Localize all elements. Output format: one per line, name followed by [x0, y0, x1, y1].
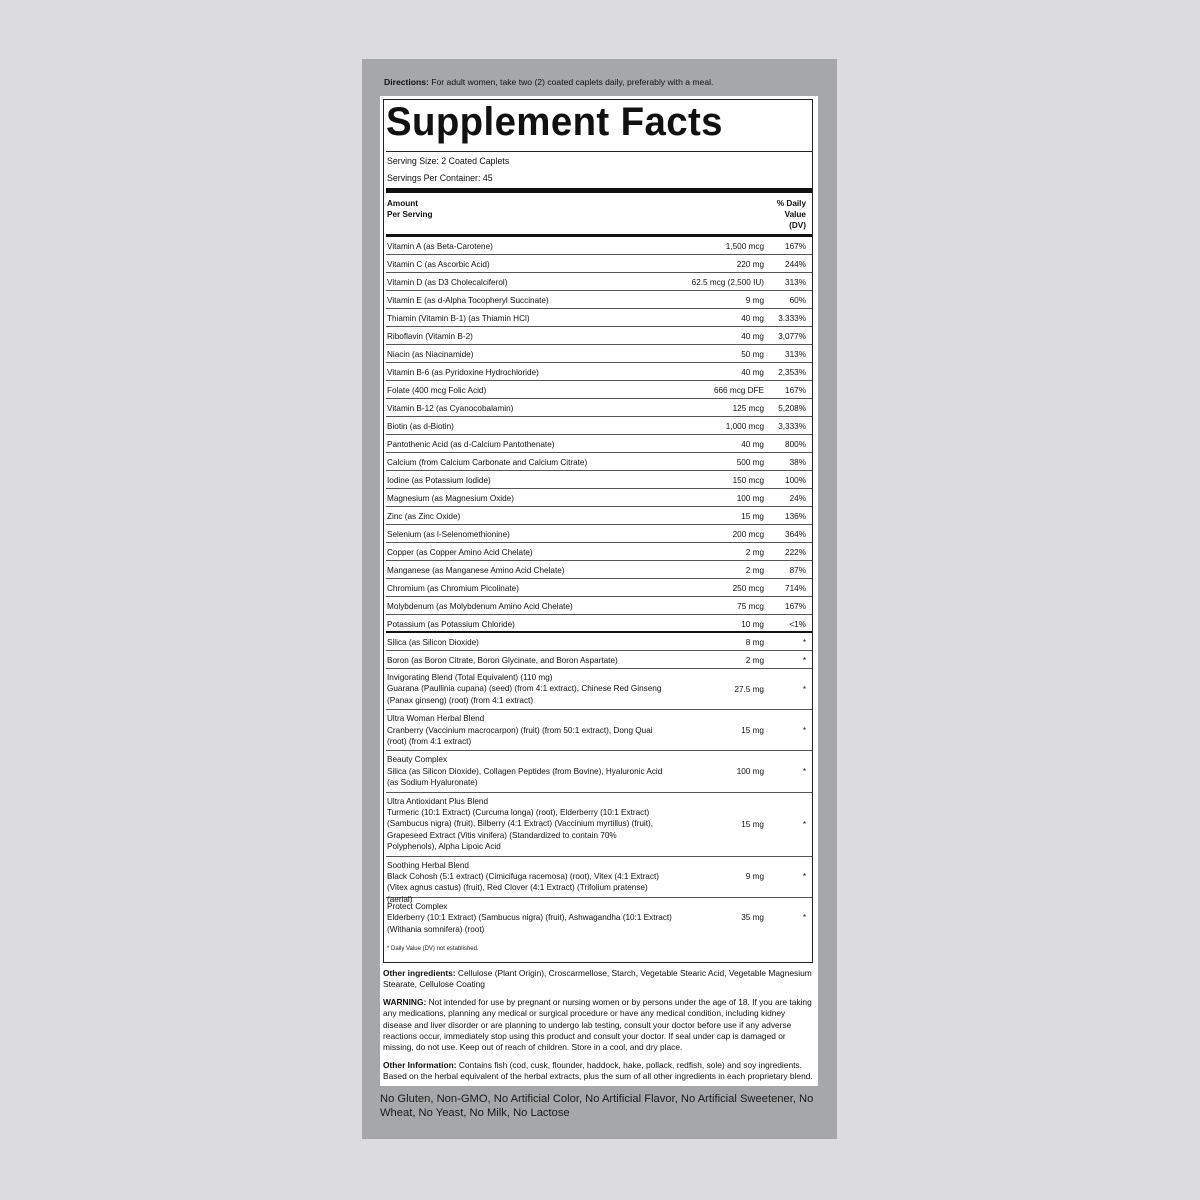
nutrient-amount: 250 mcg	[732, 584, 764, 593]
nutrient-detail: Silica (as Silicon Dioxide), Collagen Peptides (from Bovine), Hyaluronic Acid (as Sodium Hyaluronate)	[387, 766, 663, 788]
table-row	[386, 435, 812, 453]
table-row	[386, 579, 812, 597]
other-information-label: Other Information:	[383, 1060, 457, 1070]
nutrient-name: Iodine (as Potassium Iodide)	[387, 476, 491, 485]
thick-divider	[386, 188, 812, 193]
table-row	[386, 237, 812, 255]
nutrient-dv: <1%	[789, 620, 806, 629]
nutrient-detail: Elderberry (10:1 Extract) (Sambucus nigra) (fruit), Ashwagandha (10:1 Extract) (Withania somnifera) (root)	[387, 913, 672, 934]
table-row	[386, 489, 812, 507]
nutrient-name: Zinc (as Zinc Oxide)	[387, 512, 461, 521]
table-row	[386, 525, 812, 543]
nutrient-amount: 27.5 mg	[734, 684, 764, 694]
other-information-text: Contains fish (cod, cusk, flounder, haddock, hake, pollack, redfish, sole) and soy ingredients. Based on the herbal equivalent of the herbal extracts, plus the sum of all other ingredients in each proprietary blend.	[383, 1060, 813, 1082]
table-row	[386, 507, 812, 525]
nutrient-dv: *	[802, 638, 806, 647]
table-row	[386, 543, 812, 561]
nutrient-name: Boron (as Boron Citrate, Boron Glycinate, and Boron Aspartate)	[387, 656, 618, 665]
table-row	[386, 651, 812, 669]
nutrient-name: Ultra Antioxidant Plus Blend	[387, 796, 489, 806]
table-row	[386, 633, 812, 651]
nutrient-dv: 60%	[789, 296, 806, 305]
nutrient-amount: 2 mg	[745, 656, 764, 665]
nutrient-name: Pantothenic Acid (as d-Calcium Pantothenate)	[387, 440, 555, 449]
nutrient-amount: 100 mg	[736, 494, 764, 503]
nutrient-dv: 38%	[789, 458, 806, 467]
servings-per-container: Servings Per Container: 45	[387, 173, 493, 183]
header-amount-line1: Amount	[387, 199, 418, 208]
table-row	[386, 615, 812, 633]
nutrient-dv: 244%	[785, 260, 806, 269]
nutrient-name: Ultra Woman Herbal Blend	[387, 714, 485, 724]
nutrient-dv: 136%	[785, 512, 806, 521]
table-row	[386, 273, 812, 291]
nutrient-amount: 2 mg	[745, 548, 764, 557]
nutrient-amount: 62.5 mcg (2,500 IU)	[691, 278, 764, 287]
table-row	[386, 453, 812, 471]
nutrient-name: Vitamin D (as D3 Cholecalciferol)	[387, 278, 508, 287]
nutrient-dv: *	[802, 819, 806, 829]
nutrient-name: Selenium (as l-Selenomethionine)	[387, 530, 510, 539]
nutrient-dv: 364%	[785, 530, 806, 539]
table-row	[386, 561, 812, 579]
serving-size: Serving Size: 2 Coated Caplets	[387, 156, 510, 166]
table-row	[386, 345, 812, 363]
nutrient-dv: 222%	[785, 548, 806, 557]
nutrient-amount: 15 mg	[741, 819, 764, 829]
nutrient-amount: 9 mg	[745, 296, 764, 305]
nutrient-name: Niacin (as Niacinamide)	[387, 350, 474, 359]
nutrient-amount: 200 mcg	[732, 530, 764, 539]
divider	[386, 151, 812, 152]
nutrient-amount: 150 mcg	[732, 476, 764, 485]
table-row	[386, 793, 812, 857]
nutrient-amount: 40 mg	[741, 368, 764, 377]
table-row	[386, 291, 812, 309]
nutrient-amount: 125 mcg	[732, 404, 764, 413]
table-row	[386, 363, 812, 381]
nutrient-dv: 24%	[789, 494, 806, 503]
nutrient-name: Folate (400 mcg Folic Acid)	[387, 386, 487, 395]
nutrient-dv: *	[802, 913, 806, 923]
nutrient-dv: *	[802, 684, 806, 694]
nutrient-amount: 15 mg	[741, 512, 764, 521]
header-dv-line3: (DV)	[789, 221, 806, 230]
nutrient-amount: 40 mg	[741, 332, 764, 341]
nutrient-name: Calcium (from Calcium Carbonate and Calcium Citrate)	[387, 458, 588, 467]
nutrient-dv: *	[802, 725, 806, 735]
nutrient-amount: 2 mg	[745, 566, 764, 575]
nutrient-dv: 167%	[785, 602, 806, 611]
table-row	[386, 898, 812, 939]
nutrient-dv: 5,208%	[778, 404, 806, 413]
nutrient-amount: 100 mg	[736, 766, 764, 776]
warning	[383, 997, 813, 1053]
table-row	[386, 399, 812, 417]
table-row	[386, 381, 812, 399]
nutrient-detail: Turmeric (10:1 Extract) (Curcuma longa) (root), Elderberry (10:1 Extract) (Sambucus nigra) (fruit), Bilberry (4:1 Extract) (Vaccinium myrtillus) (fruit), Grapeseed Extract (Vitis vinifera) (Standardized to contain 70% Polyphenols), Alpha Lipoic Acid	[387, 807, 653, 852]
footnote: * Daily Value (DV) not established.	[387, 946, 479, 952]
table-row	[386, 471, 812, 489]
header-dv-line1: % Daily	[776, 199, 806, 208]
nutrient-dv: 3.333%	[778, 314, 806, 323]
nutrient-dv: 3,077%	[778, 332, 806, 341]
warning-label: WARNING:	[383, 997, 427, 1007]
table-row	[386, 710, 812, 751]
nutrient-amount: 50 mg	[741, 350, 764, 359]
nutrient-name: Chromium (as Chromium Picolinate)	[387, 584, 519, 593]
nutrient-name: Manganese (as Manganese Amino Acid Chelate)	[387, 566, 565, 575]
header-amount-line2: Per Serving	[387, 210, 433, 219]
nutrient-name: Soothing Herbal Blend	[387, 860, 469, 870]
nutrient-amount: 40 mg	[741, 440, 764, 449]
nutrient-detail: Guarana (Paullinia cupana) (seed) (from 4:1 extract), Chinese Red Ginseng (Panax ginseng) (root) (from 4:1 extract)	[387, 684, 662, 705]
nutrient-dv: 2,353%	[778, 368, 806, 377]
directions-text: For adult women, take two (2) coated caplets daily, preferably with a meal.	[428, 77, 714, 87]
nutrient-name: Magnesium (as Magnesium Oxide)	[387, 494, 514, 503]
nutrient-amount: 10 mg	[741, 620, 764, 629]
nutrient-name: Potassium (as Potassium Chloride)	[387, 620, 515, 629]
nutrient-dv: 3,333%	[778, 422, 806, 431]
nutrient-amount: 35 mg	[741, 913, 764, 923]
nutrient-dv: 714%	[785, 584, 806, 593]
table-row	[386, 857, 812, 904]
nutrient-name: Silica (as Silicon Dioxide)	[387, 638, 479, 647]
nutrient-amount: 666 mcg DFE	[713, 386, 764, 395]
nutrient-name: Beauty Complex	[387, 755, 448, 765]
nutrient-name: Biotin (as d-Biotin)	[387, 422, 454, 431]
nutrient-name: Vitamin B-12 (as Cyanocobalamin)	[387, 404, 514, 413]
nutrient-amount: 8 mg	[745, 638, 764, 647]
nutrient-amount: 1,500 mcg	[725, 242, 764, 251]
table-row	[386, 327, 812, 345]
nutrient-name: Invigorating Blend (Total Equivalent) (110 mg)	[387, 673, 553, 682]
nutrient-name: Thiamin (Vitamin B-1) (as Thiamin HCl)	[387, 314, 530, 323]
nutrient-amount: 220 mg	[736, 260, 764, 269]
page-title: Supplement Facts	[386, 100, 723, 144]
table-row	[386, 255, 812, 273]
nutrient-name: Riboflavin (Vitamin B-2)	[387, 332, 473, 341]
nutrient-dv: 100%	[785, 476, 806, 485]
nutrient-name: Molybdenum (as Molybdenum Amino Acid Chelate)	[387, 602, 573, 611]
nutrient-dv: *	[802, 872, 806, 882]
nutrient-amount: 15 mg	[741, 725, 764, 735]
free-from-statement: No Gluten, Non-GMO, No Artificial Color, No Artificial Flavor, No Artificial Sweetener, No Wheat, No Yeast, No Milk, No Lactose	[380, 1093, 814, 1119]
nutrient-dv: *	[802, 766, 806, 776]
table-row	[386, 309, 812, 327]
nutrient-detail: Cranberry (Vaccinium macrocarpon) (fruit) (from 50:1 extract), Dong Quai (root) (from 4:1 extract)	[387, 725, 653, 746]
table-row	[386, 751, 812, 792]
nutrient-detail: Black Cohosh (5:1 extract) (Cimicifuga racemosa) (root), Vitex (4:1 Extract) (Vitex agnus castus) (fruit), Red Clover (4:1 Extract) (Trifolium pratense) (aerial)	[387, 871, 659, 904]
table-row	[386, 597, 812, 615]
header-dv-line2: Value	[784, 210, 806, 219]
nutrient-amount: 1,000 mcg	[725, 422, 764, 431]
other-information	[383, 1060, 813, 1083]
nutrient-dv: 87%	[789, 566, 806, 575]
nutrient-name: Copper (as Copper Amino Acid Chelate)	[387, 548, 533, 557]
nutrient-dv: 313%	[785, 350, 806, 359]
nutrient-amount: 40 mg	[741, 314, 764, 323]
other-ingredients	[383, 968, 813, 991]
warning-text: Not intended for use by pregnant or nursing women or by persons under the age of 18. If you are taking any medications, planning any medical or surgical procedure or have any medical condition, including kidney disease and liver disorder or are planning to undergo lab testing, consult your doctor before use if any adverse reactions occur, immediately stop using this product and consult your doctor. If seal under cap is damaged or missing, do not use. Keep out of reach of children. Store in a cool, and dry place.	[383, 997, 812, 1053]
table-row	[386, 417, 812, 435]
other-ingredients-text: Cellulose (Plant Origin), Croscarmellose, Starch, Vegetable Stearic Acid, Vegetable Magnesium Stearate, Cellulose Coating	[383, 968, 812, 990]
other-ingredients-label: Other ingredients:	[383, 968, 456, 978]
nutrient-dv: *	[802, 656, 806, 665]
nutrient-name: Vitamin B-6 (as Pyridoxine Hydrochloride)	[387, 368, 539, 377]
nutrient-amount: 500 mg	[736, 458, 764, 467]
nutrient-amount: 9 mg	[745, 872, 764, 882]
header-dv	[777, 198, 806, 231]
table-row	[386, 669, 812, 710]
nutrient-dv: 800%	[785, 440, 806, 449]
nutrient-name: Vitamin E (as d-Alpha Tocopheryl Succinate)	[387, 296, 549, 305]
directions	[384, 76, 824, 88]
nutrient-name: Vitamin C (as Ascorbic Acid)	[387, 260, 490, 269]
nutrient-name: Protect Complex	[387, 901, 448, 911]
nutrient-dv: 313%	[785, 278, 806, 287]
nutrient-name: Vitamin A (as Beta-Carotene)	[387, 242, 493, 251]
nutrient-dv: 167%	[785, 242, 806, 251]
header-amount	[387, 198, 433, 220]
nutrient-dv: 167%	[785, 386, 806, 395]
directions-label: Directions:	[384, 77, 429, 87]
nutrient-amount: 75 mcg	[737, 602, 764, 611]
